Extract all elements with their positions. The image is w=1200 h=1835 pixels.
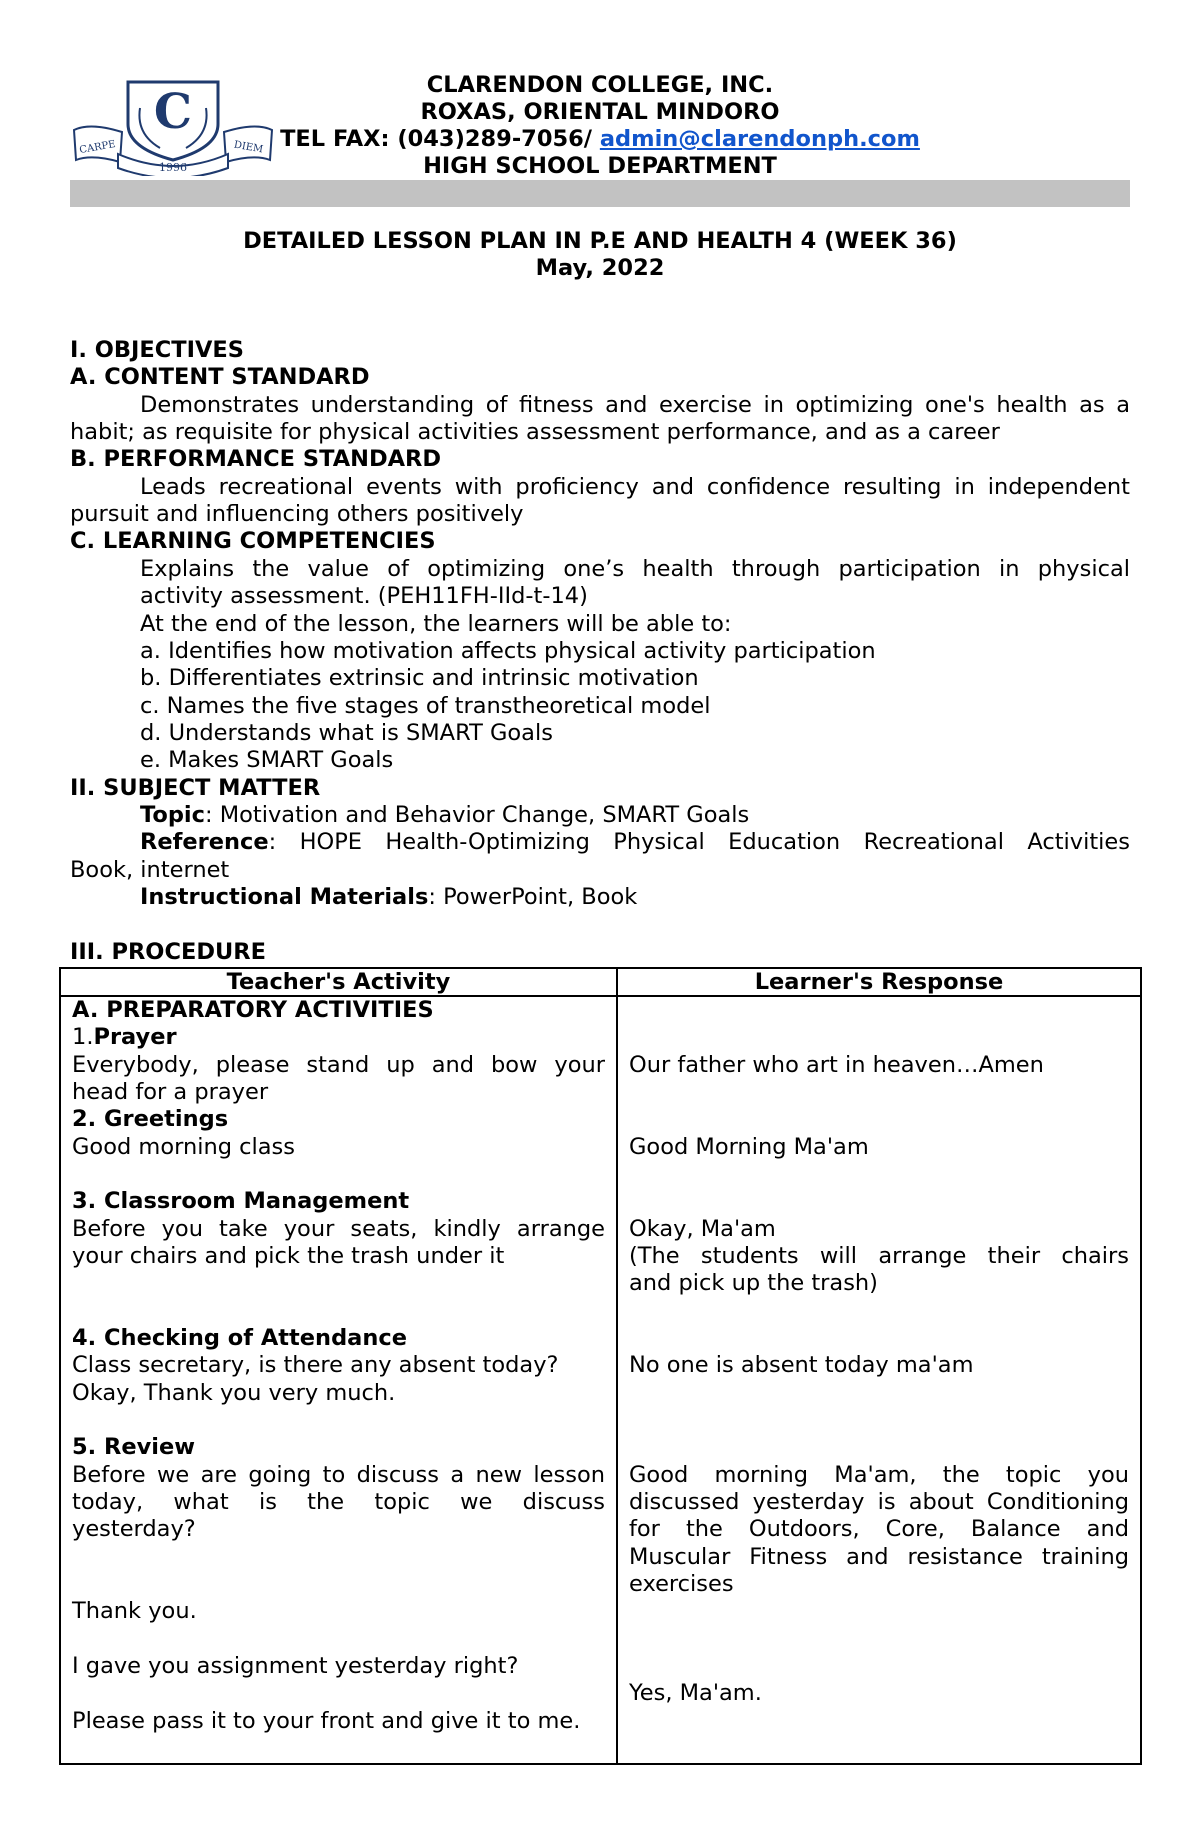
review-line1: Before we are going to discuss a new lesson bbox=[72, 1462, 605, 1488]
reference-line1 bbox=[140, 829, 1130, 856]
preparatory-heading: A. PREPARATORY ACTIVITIES bbox=[72, 997, 434, 1023]
seal-motto-left: CARPE bbox=[78, 138, 117, 157]
reference-label: Reference bbox=[140, 829, 269, 855]
competency-line2: activity assessment. (PEH11FH-IId-t-14) bbox=[140, 583, 588, 609]
review-line2: today, what is the topic we discuss bbox=[72, 1489, 605, 1515]
contact-prefix: TEL FAX: (043)289-7056/ bbox=[280, 126, 600, 152]
school-name: CLARENDON COLLEGE, INC. bbox=[426, 72, 774, 98]
materials-value: : PowerPoint, Book bbox=[428, 884, 638, 910]
competency-line1: Explains the value of optimizing one’s health through participation in physical bbox=[140, 556, 1130, 582]
prayer-title: Prayer bbox=[93, 1024, 177, 1050]
objectives-heading: I. OBJECTIVES bbox=[70, 337, 244, 363]
procedure-heading: III. PROCEDURE bbox=[70, 939, 266, 965]
performance-standard-line1: Leads recreational events with proficiency and confidence resulting in independent bbox=[140, 474, 1130, 500]
competency-item: c. Names the five stages of transtheoretical model bbox=[140, 693, 711, 719]
content-standard-heading: A. CONTENT STANDARD bbox=[70, 364, 370, 390]
assignment-line: I gave you assignment yesterday right? bbox=[72, 1653, 519, 1679]
classroom-response-line1: Okay, Ma'am bbox=[629, 1216, 776, 1242]
topic-line bbox=[140, 802, 1200, 829]
performance-standard-heading: B. PERFORMANCE STANDARD bbox=[70, 446, 442, 472]
procedure-table bbox=[59, 967, 1142, 1765]
review-response-line1: Good morning Ma'am, the topic you bbox=[629, 1462, 1129, 1488]
classroom-management-heading: 3. Classroom Management bbox=[72, 1188, 410, 1214]
learner-response-cell bbox=[617, 996, 1141, 1764]
greetings-line: Good morning class bbox=[72, 1134, 296, 1160]
pass-assignment-line: Please pass it to your front and give it to me. bbox=[72, 1708, 581, 1734]
competency-item: a. Identifies how motivation affects physical activity participation bbox=[140, 638, 876, 664]
reference-value: : HOPE Health-Optimizing Physical Education Recreational Activities bbox=[268, 829, 1130, 855]
topic-value: : Motivation and Behavior Change, SMART Goals bbox=[204, 802, 750, 828]
lesson-title: DETAILED LESSON PLAN IN P.E AND HEALTH 4 (WEEK 36) bbox=[243, 228, 957, 254]
thank-you-line: Thank you. bbox=[72, 1598, 197, 1624]
greetings-response: Good Morning Ma'am bbox=[629, 1134, 869, 1160]
svg-text:C: C bbox=[153, 84, 193, 140]
school-address: ROXAS, ORIENTAL MINDORO bbox=[420, 99, 780, 125]
review-response-line2: discussed yesterday is about Conditioning bbox=[629, 1489, 1129, 1515]
classroom-line1: Before you take your seats, kindly arrange bbox=[72, 1216, 605, 1242]
prayer-line1: Everybody, please stand up and bow your bbox=[72, 1052, 605, 1078]
prayer-line2: head for a prayer bbox=[72, 1079, 269, 1105]
school-department: HIGH SCHOOL DEPARTMENT bbox=[423, 153, 777, 179]
greetings-heading: 2. Greetings bbox=[72, 1106, 229, 1132]
prayer-heading bbox=[72, 1024, 605, 1051]
classroom-response-line2: (The students will arrange their chairs bbox=[629, 1243, 1129, 1269]
seal-motto-right: DIEM bbox=[232, 139, 264, 156]
lesson-date: May, 2022 bbox=[535, 255, 665, 281]
review-response-line4: Muscular Fitness and resistance training bbox=[629, 1544, 1129, 1570]
assignment-response: Yes, Ma'am. bbox=[629, 1680, 762, 1706]
content-standard-line2: habit; as requisite for physical activities assessment performance, and as a career bbox=[70, 419, 1000, 445]
competency-item: d. Understands what is SMART Goals bbox=[140, 720, 553, 746]
attendance-line1: Class secretary, is there any absent today? bbox=[72, 1352, 559, 1378]
review-line3: yesterday? bbox=[72, 1516, 196, 1542]
content-standard-line1: Demonstrates understanding of fitness and exercise in optimizing one's health as a bbox=[140, 392, 1130, 418]
learning-competencies-heading: C. LEARNING COMPETENCIES bbox=[70, 528, 436, 554]
subject-matter-heading: II. SUBJECT MATTER bbox=[70, 775, 321, 801]
reference-line2: Book, internet bbox=[70, 857, 230, 883]
classroom-line2: your chairs and pick the trash under it bbox=[72, 1243, 505, 1269]
prayer-response: Our father who art in heaven…Amen bbox=[629, 1052, 1044, 1078]
attendance-heading: 4. Checking of Attendance bbox=[72, 1325, 407, 1351]
materials-line bbox=[140, 884, 1200, 911]
teacher-column-header: Teacher's Activity bbox=[60, 968, 617, 996]
review-heading: 5. Review bbox=[72, 1434, 196, 1460]
teacher-activity-cell bbox=[60, 996, 617, 1764]
competency-intro: At the end of the lesson, the learners will be able to: bbox=[140, 611, 732, 637]
performance-standard-line2: pursuit and influencing others positively bbox=[70, 501, 524, 527]
attendance-line2: Okay, Thank you very much. bbox=[72, 1380, 396, 1406]
prayer-number: 1. bbox=[72, 1024, 94, 1050]
email-link[interactable]: admin@clarendonph.com bbox=[599, 126, 920, 152]
classroom-response-line3: and pick up the trash) bbox=[629, 1270, 878, 1296]
learner-column-header: Learner's Response bbox=[617, 968, 1141, 996]
review-response-line5: exercises bbox=[629, 1571, 734, 1597]
header-divider bbox=[70, 180, 1130, 207]
seal-year: 1996 bbox=[159, 161, 187, 174]
competency-item: e. Makes SMART Goals bbox=[140, 747, 394, 773]
attendance-response: No one is absent today ma'am bbox=[629, 1352, 974, 1378]
review-response-line3: for the Outdoors, Core, Balance and bbox=[629, 1516, 1129, 1542]
competency-item: b. Differentiates extrinsic and intrinsic motivation bbox=[140, 665, 699, 691]
topic-label: Topic bbox=[140, 802, 205, 828]
school-contact bbox=[240, 126, 960, 153]
materials-label: Instructional Materials bbox=[140, 884, 429, 910]
